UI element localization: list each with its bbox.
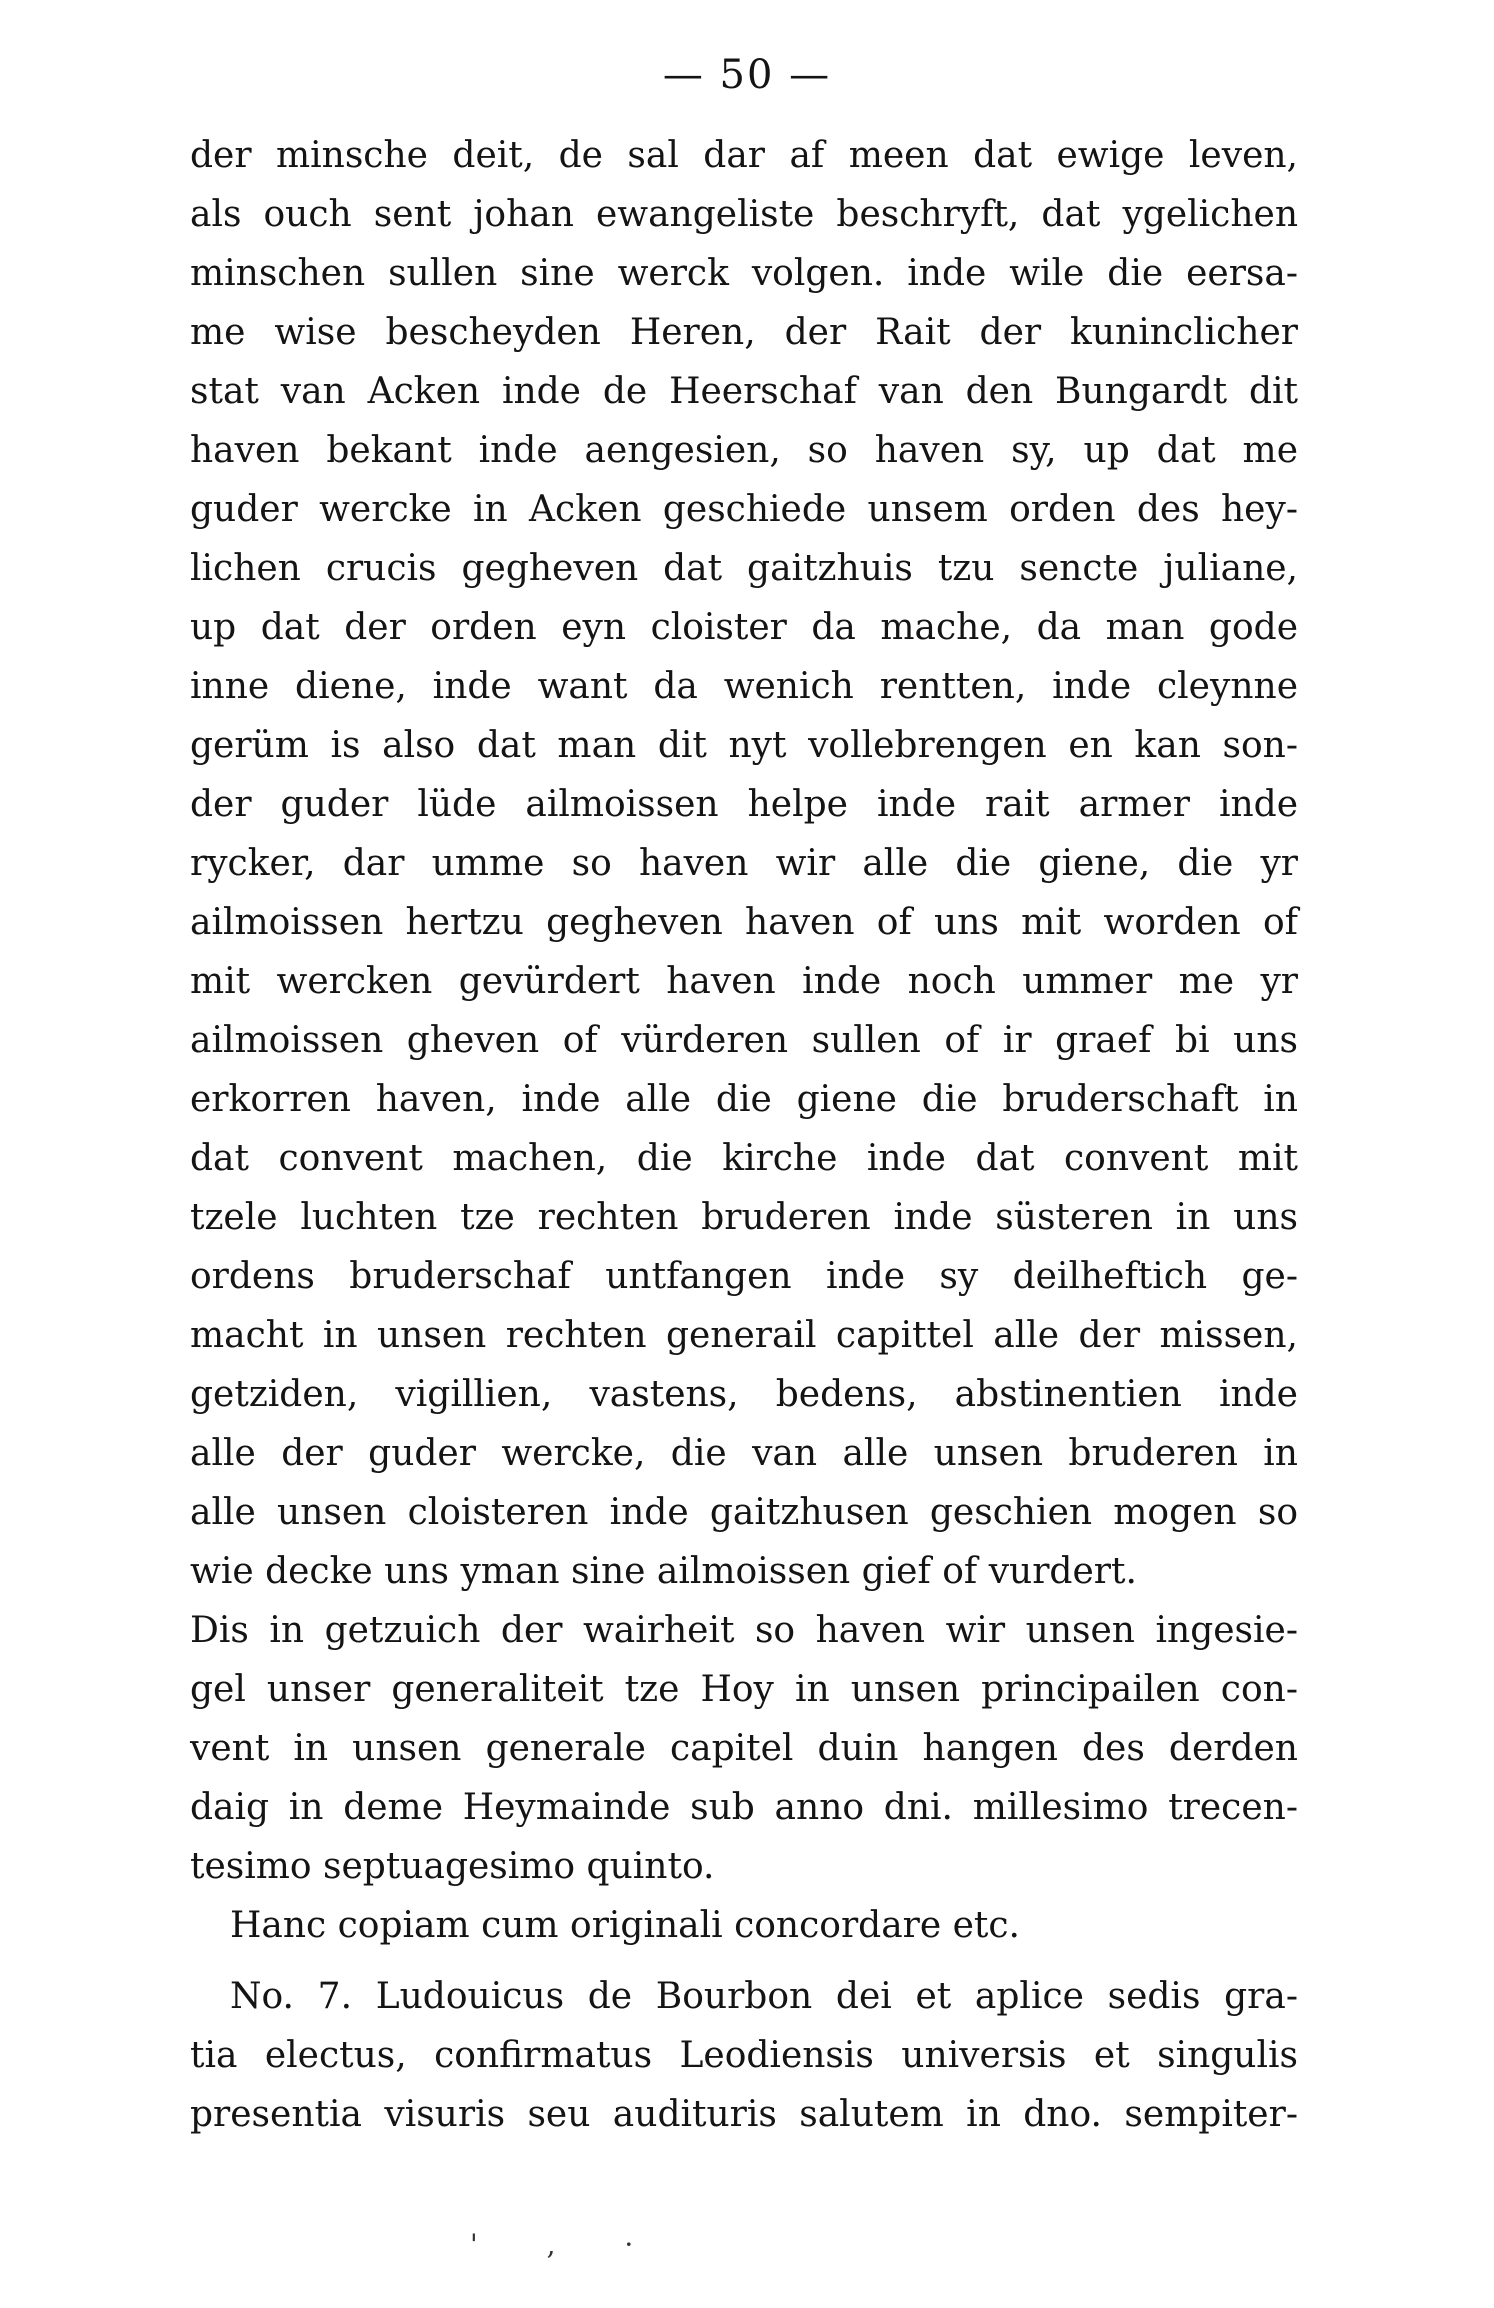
paragraph-attestation bbox=[190, 1896, 1298, 1955]
text-line: ailmoissen gheven of vürderen sullen of ir graef bi uns bbox=[190, 1020, 1298, 1061]
text-line: macht in unsen rechten generail capittel alle der missen, bbox=[190, 1315, 1298, 1356]
text-line: haven bekant inde aengesien, so haven sy, up dat me bbox=[190, 430, 1298, 471]
text-line: der guder lüde ailmoissen helpe inde rait armer inde bbox=[190, 784, 1298, 825]
text-line: tesimo septuagesimo quinto. bbox=[190, 1846, 715, 1887]
text-line: ailmoissen hertzu gegheven haven of uns mit worden of bbox=[190, 902, 1298, 943]
text-line: gel unser generaliteit tze Hoy in unsen principailen con- bbox=[190, 1669, 1298, 1710]
text-line: ordens bruderschaf untfangen inde sy deilheftich ge- bbox=[190, 1256, 1298, 1297]
text-line: dat convent machen, die kirche inde dat convent mit bbox=[190, 1138, 1298, 1179]
text-line: wie decke uns yman sine ailmoissen gief of vurdert. bbox=[190, 1551, 1137, 1592]
text-line: stat van Acken inde de Heerschaf van den Bungardt dit bbox=[190, 371, 1298, 412]
text-line: up dat der orden eyn cloister da mache, da man gode bbox=[190, 607, 1298, 648]
text-line: vent in unsen generale capitel duin hangen des derden bbox=[190, 1728, 1298, 1769]
text-line: guder wercke in Acken geschiede unsem orden des hey- bbox=[190, 489, 1298, 530]
page-number: — 50 — bbox=[662, 52, 832, 98]
text-line: daig in deme Heymainde sub anno dni. millesimo trecen- bbox=[190, 1787, 1298, 1828]
text-line: gerüm is also dat man dit nyt vollebrengen en kan son- bbox=[190, 725, 1298, 766]
text-line: tzele luchten tze rechten bruderen inde süsteren in uns bbox=[190, 1197, 1298, 1238]
text-line: Hanc copiam cum originali concordare etc. bbox=[230, 1905, 1020, 1946]
text-line: alle unsen cloisteren inde gaitzhusen geschien mogen so bbox=[190, 1492, 1298, 1533]
footer-marks: ' , · bbox=[470, 2228, 664, 2261]
text-line: erkorren haven, inde alle die giene die bruderschaft in bbox=[190, 1079, 1298, 1120]
text-line: lichen crucis gegheven dat gaitzhuis tzu sencte juliane, bbox=[190, 548, 1298, 589]
text-line: als ouch sent johan ewangeliste beschryft, dat ygelichen bbox=[190, 194, 1298, 235]
paragraph-document-7 bbox=[190, 1967, 1298, 2144]
text-line: me wise bescheyden Heren, der Rait der kuninclicher bbox=[190, 312, 1298, 353]
text-line: rycker, dar umme so haven wir alle die giene, die yr bbox=[190, 843, 1298, 884]
paragraph-charter bbox=[190, 126, 1298, 1896]
text-line: tia electus, confirmatus Leodiensis universis et singulis bbox=[190, 2035, 1298, 2076]
text-line: minschen sullen sine werck volgen. inde wile die eersa- bbox=[190, 253, 1298, 294]
text-line: der minsche deit, de sal dar af meen dat ewige leven, bbox=[190, 135, 1298, 176]
text-line: Dis in getzuich der wairheit so haven wir unsen ingesie- bbox=[190, 1610, 1298, 1651]
text-line: presentia visuris seu audituris salutem in dno. sempiter- bbox=[190, 2094, 1298, 2135]
text-line: inne diene, inde want da wenich rentten, inde cleynne bbox=[190, 666, 1298, 707]
text-line: No. 7. Ludouicus de Bourbon dei et aplice sedis gra- bbox=[230, 1976, 1298, 2017]
body-text bbox=[190, 126, 1298, 2144]
text-line: getziden, vigillien, vastens, bedens, abstinentien inde bbox=[190, 1374, 1298, 1415]
text-line: alle der guder wercke, die van alle unsen bruderen in bbox=[190, 1433, 1298, 1474]
text-line: mit wercken gevürdert haven inde noch ummer me yr bbox=[190, 961, 1298, 1002]
